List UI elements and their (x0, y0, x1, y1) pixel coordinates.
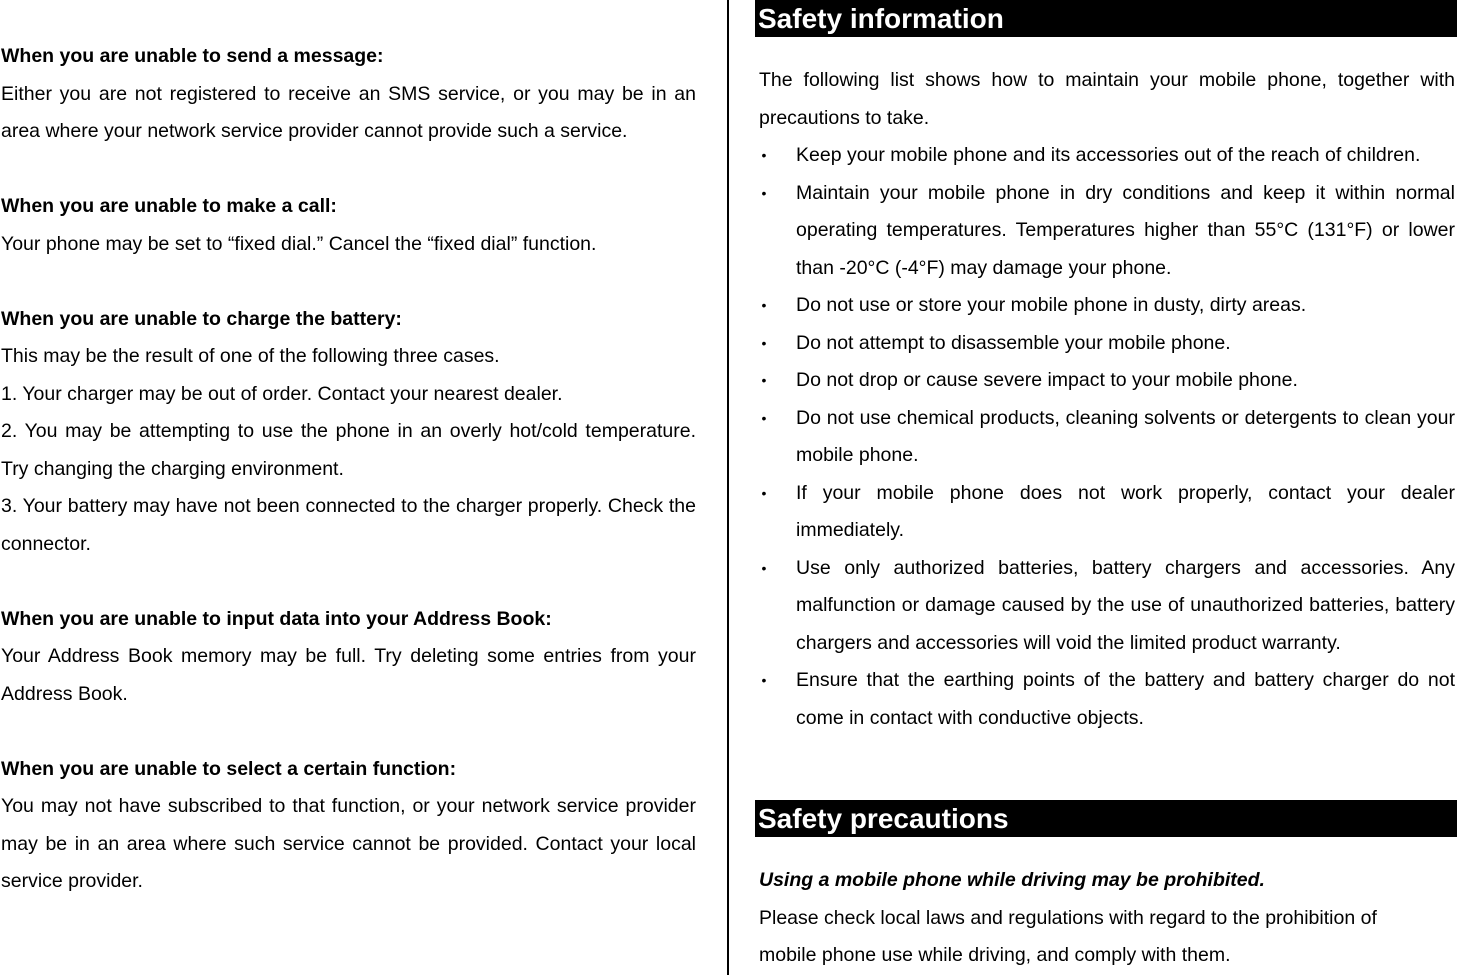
bullet-icon: • (761, 334, 767, 351)
list-item (759, 662, 1455, 737)
bullet-icon: • (761, 409, 767, 426)
section-heading-select-function: When you are unable to select a certain function: (1, 757, 457, 780)
list-item (759, 550, 1455, 663)
bullet-text: Keep your mobile phone and its accessories out of the reach of children. (796, 144, 1421, 166)
driving-notice-body: Please check local laws and regulations with regard to the prohibition of mobile phone use while driving, and comply with them. (759, 906, 1377, 966)
section-heading-address-book: When you are unable to input data into your Address Book: (1, 607, 552, 630)
list-item (759, 175, 1455, 288)
section-heading-charge-battery: When you are unable to charge the battery: (1, 307, 402, 330)
section-body-make-call: Your phone may be set to “fixed dial.” Cancel the “fixed dial” function. (1, 232, 597, 255)
list-item (759, 325, 1455, 363)
spacer (1, 713, 696, 751)
safety-information-intro: The following list shows how to maintain your mobile phone, together with precautions to take. (759, 69, 1455, 129)
spacer (1, 151, 696, 189)
charge-case-1: 1. Your charger may be out of order. Contact your nearest dealer. (1, 382, 563, 405)
bullet-text: Do not drop or cause severe impact to your mobile phone. (796, 369, 1298, 391)
section-body-select-function: You may not have subscribed to that function, or your network service provider may be in an area where such service cannot be provided. Contact your local service provider. (1, 795, 696, 892)
bullet-text: Do not attempt to disassemble your mobile phone. (796, 331, 1231, 354)
list-item (759, 400, 1455, 475)
list-item (759, 362, 1455, 400)
section-body-address-book: Your Address Book memory may be full. Try deleting some entries from your Address Book. (1, 645, 696, 705)
section-body-send-message: Either you are not registered to receive an SMS service, or you may be in an area where your network service provider cannot provide such a service. (1, 82, 696, 142)
charge-case-2: 2. You may be attempting to use the phone in an overly hot/cold temperature. Try changing the charging environment. (1, 420, 696, 480)
bullet-text: Do not use chemical products, cleaning solvents or detergents to clean your mobile phone. (796, 406, 1455, 466)
bullet-icon: • (761, 372, 767, 388)
driving-notice (759, 862, 1455, 975)
safety-bullet-list (759, 137, 1455, 737)
bullet-text: If your mobile phone does not work properly, contact your dealer immediately. (796, 481, 1455, 541)
driving-notice-heading: Using a mobile phone while driving may be prohibited. (759, 869, 1265, 891)
troubleshooting-column (1, 38, 696, 901)
bullet-text: Maintain your mobile phone in dry conditions and keep it within normal operating temperatures. Temperatures higher than 55°C (131°F) or lower than -20°C (-4°F) may damage your phone. (796, 181, 1455, 279)
list-item (759, 287, 1455, 325)
bullet-text: Use only authorized batteries, battery chargers and accessories. Any malfunction or damage caused by the use of unauthorized batteries, battery chargers and accessories will void the limited product warranty. (796, 556, 1455, 654)
charge-case-3: 3. Your battery may have not been connected to the charger properly. Check the connector. (1, 495, 696, 555)
section-body-charge-battery: This may be the result of one of the following three cases. (1, 345, 500, 367)
bullet-icon: • (761, 184, 767, 201)
section-heading-send-message: When you are unable to send a message: (1, 45, 384, 67)
safety-information-title: Safety information (755, 0, 1457, 37)
column-divider (727, 0, 729, 975)
bullet-icon: • (761, 147, 767, 163)
bullet-icon: • (761, 297, 767, 313)
section-heading-make-call: When you are unable to make a call: (1, 195, 337, 217)
bullet-icon: • (761, 484, 767, 501)
spacer (1, 563, 696, 601)
bullet-icon: • (761, 672, 767, 688)
bullet-text: Do not use or store your mobile phone in dusty, dirty areas. (796, 294, 1307, 316)
bullet-icon: • (761, 559, 767, 576)
list-item (759, 137, 1455, 175)
bullet-text: Ensure that the earthing points of the battery and battery charger do not come in contact with conductive objects. (796, 669, 1455, 729)
safety-precautions-title: Safety precautions (755, 800, 1457, 837)
list-item (759, 475, 1455, 550)
spacer (1, 263, 696, 301)
